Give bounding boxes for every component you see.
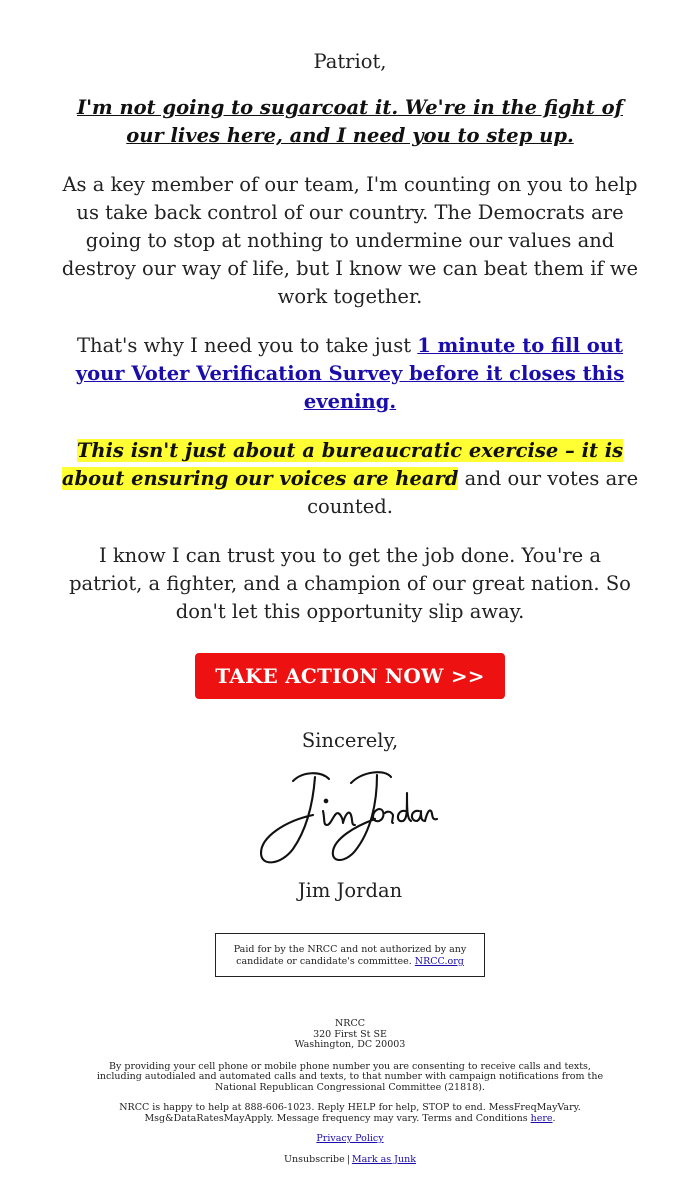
disclaimer-text: Paid for by the NRCC and not authorized by any candidate or candidate's committee.	[233, 944, 467, 967]
survey-link[interactable]: 1 minute to fill out your Voter Verification Survey before it closes this evening.	[75, 334, 625, 413]
paragraph-trust: I know I can trust you to get the job done. You're a patriot, a fighter, and a champion of our great nation. So don't let this opportunity slip away.	[69, 544, 631, 623]
paragraph-survey	[60, 332, 640, 416]
footer-org: NRCC	[334, 1018, 365, 1029]
unsubscribe-link[interactable]: Unsubscribe	[284, 1153, 345, 1165]
closing: Sincerely,	[301, 729, 399, 752]
terms-link[interactable]: here	[530, 1112, 553, 1124]
nrcc-link[interactable]: NRCC.org	[414, 956, 464, 967]
email-body	[60, 0, 640, 905]
greeting: Patriot,	[313, 50, 387, 73]
paragraph-voices	[60, 437, 640, 521]
help-suffix: .	[552, 1112, 556, 1124]
survey-prefix: That's why I need you to take just	[77, 334, 418, 357]
footer-city: Washington, DC 20003	[294, 1039, 406, 1050]
cta-container	[60, 653, 640, 699]
footer-help	[90, 1103, 610, 1124]
privacy-policy-link[interactable]: Privacy Policy	[316, 1133, 384, 1144]
help-text: NRCC is happy to help at 888-606-1023. Reply HELP for help, STOP to end. MessFreqMayVary. Msg&DataRatesMayApply. Message frequency may vary. Terms and Conditions	[119, 1102, 581, 1124]
signer-name: Jim Jordan	[297, 879, 403, 902]
footer-street: 320 First St SE	[313, 1028, 387, 1040]
highlighted-text: This isn't just about a bureaucratic exercise – it is about ensuring our voices are heard	[61, 439, 624, 490]
footer-address	[90, 1019, 610, 1051]
signature-image	[255, 763, 445, 869]
headline: I'm not going to sugarcoat it. We're in the fight of our lives here, and I need you to step up.	[76, 96, 624, 147]
footer-unsubscribe-row	[90, 1155, 610, 1166]
headline-paragraph	[60, 94, 640, 150]
paid-for-disclaimer	[215, 933, 485, 977]
footer	[90, 1019, 610, 1165]
voices-suffix: and our votes are counted.	[307, 467, 639, 518]
mark-as-junk-link[interactable]: Mark as Junk	[351, 1153, 416, 1165]
footer-consent: By providing your cell phone or mobile phone number you are consenting to receive calls and texts, including autodialed and automated calls and texts, to that number with campaign notifications from the National Republican Congressional Committee (21818).	[96, 1060, 604, 1093]
footer-separator: |	[346, 1153, 350, 1165]
paragraph-team: As a key member of our team, I'm counting on you to help us take back control of our country. The Democrats are going to stop at nothing to undermine our values and destroy our way of life, but I know we can beat them if we work together.	[61, 173, 639, 308]
footer-privacy	[90, 1134, 610, 1145]
take-action-button[interactable]: TAKE ACTION NOW >>	[195, 653, 504, 699]
